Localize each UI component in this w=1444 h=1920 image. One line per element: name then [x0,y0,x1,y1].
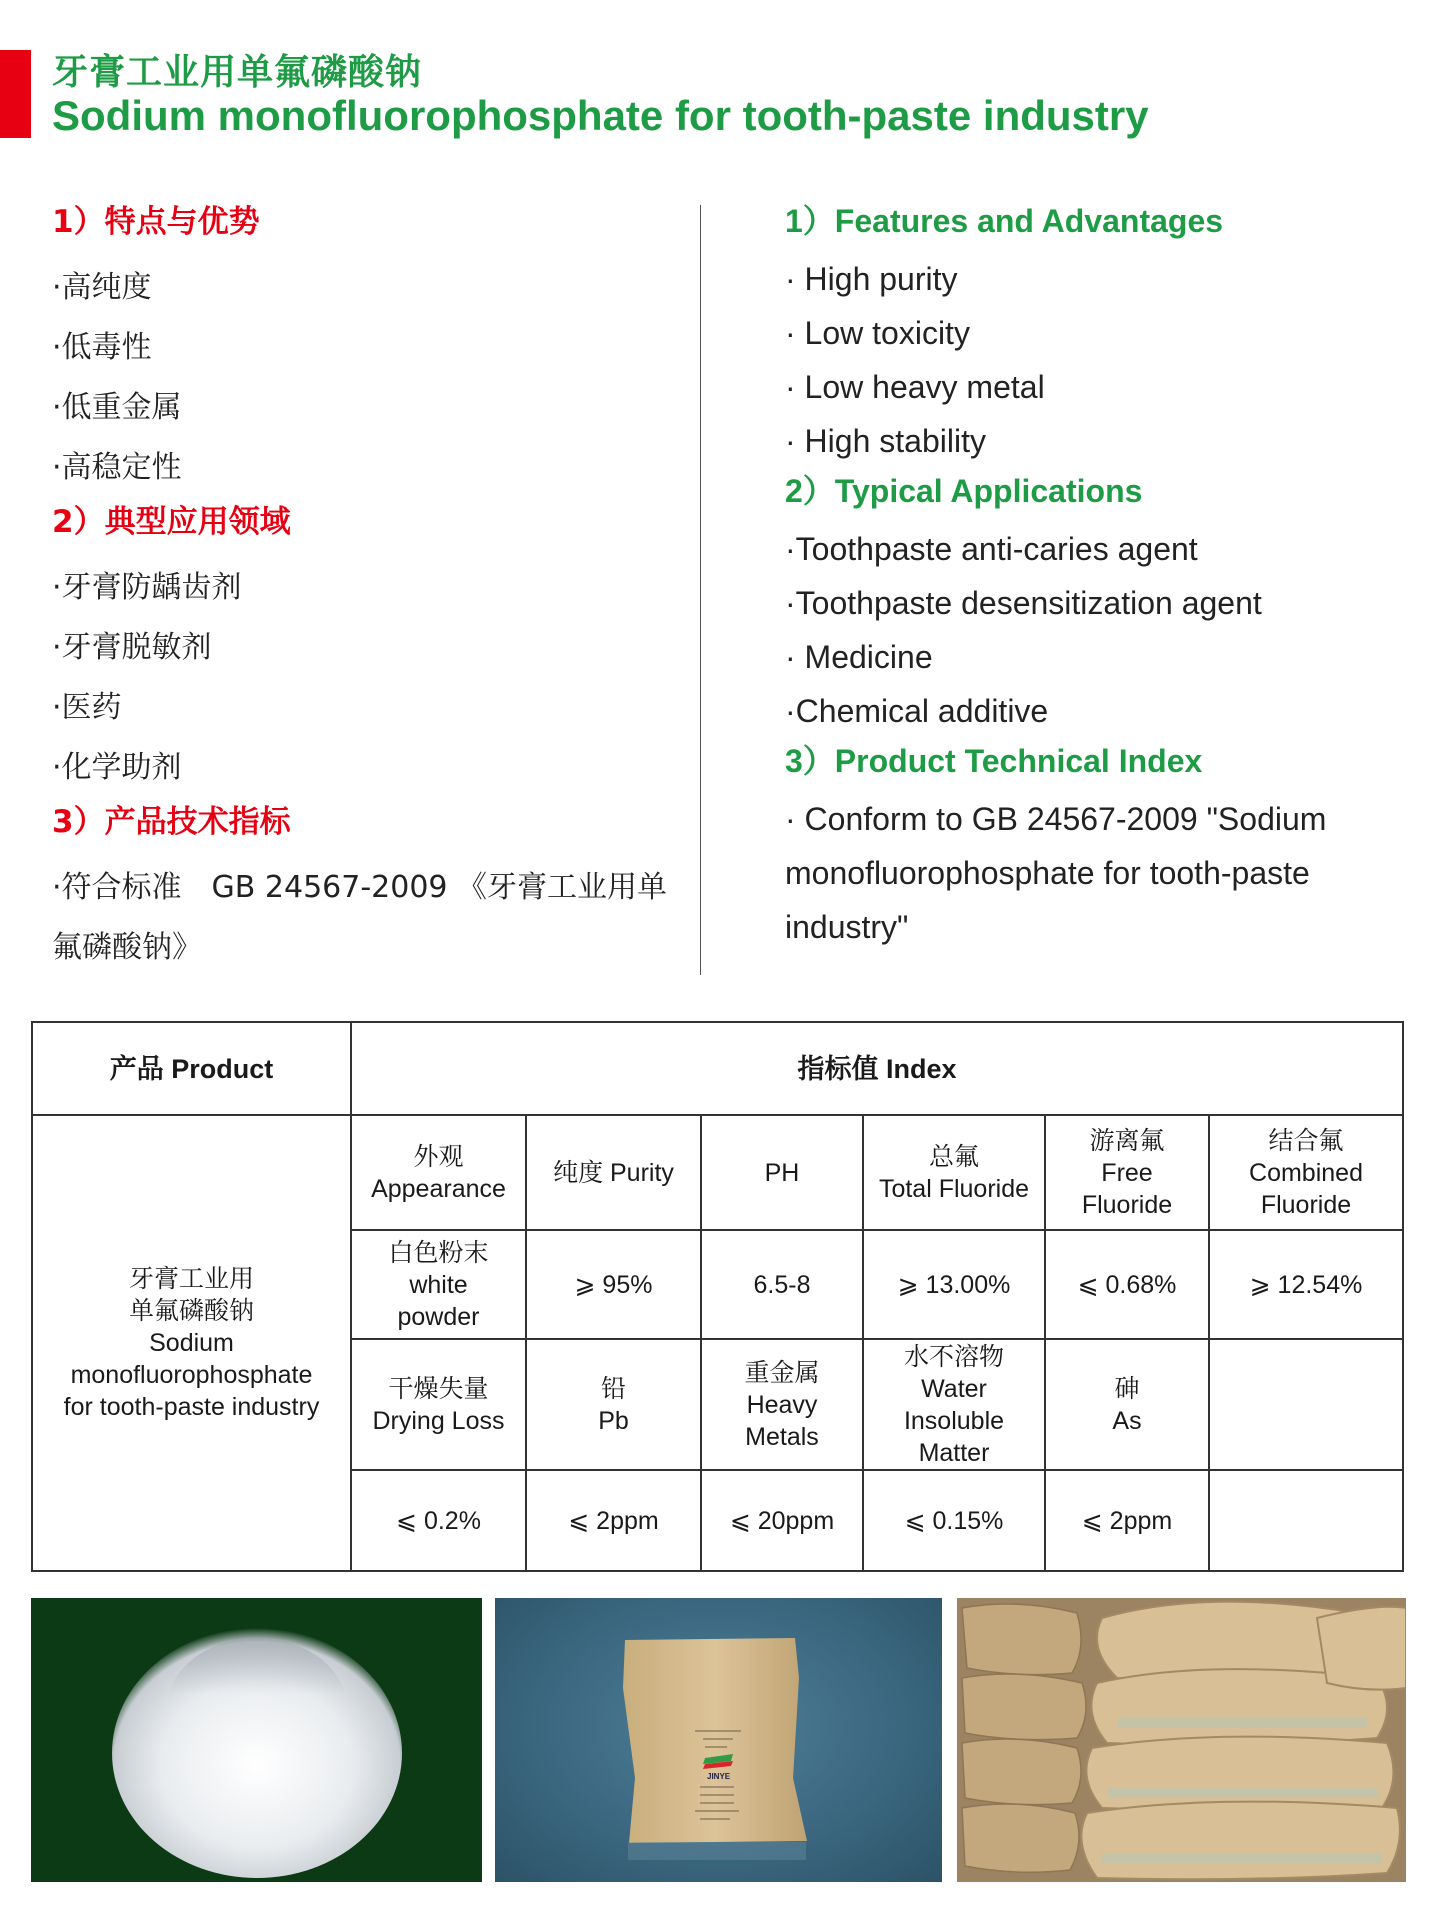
cell-line: Free [1101,1158,1153,1187]
cell-line: ⩽ 2ppm [568,1506,659,1535]
product-name-line: 单氟磷酸钠 [128,1297,254,1325]
cell-line: ⩾ 12.54% [1249,1270,1363,1299]
value-cell [351,1470,526,1571]
list-item: ·牙膏脱敏剂 [52,630,212,665]
cell-line: 纯度 Purity [553,1158,674,1187]
label-cell [863,1339,1045,1470]
value-cell [1209,1470,1403,1571]
list-item: ·低重金属 [52,390,182,425]
list-item: ·高纯度 [52,270,152,305]
product-name-line: Sodium [149,1329,234,1357]
cell-line: 6.5-8 [753,1270,811,1299]
list-item: · High stability [785,423,986,459]
list-item: · High purity [785,261,958,297]
list-item: ·低毒性 [52,330,152,365]
list-item: ·牙膏防龋齿剂 [52,570,242,605]
cell-line: 砷 [1114,1374,1140,1403]
value-cell [526,1470,701,1571]
label-cell [351,1115,526,1230]
cell-line: ⩽ 2ppm [1081,1506,1173,1535]
cell-line: 结合氟 [1268,1126,1344,1155]
powder-photo [31,1598,482,1882]
cell-line: 白色粉末 [388,1238,489,1267]
label-cell [863,1115,1045,1230]
cell-line: Metals [745,1422,819,1451]
cell-line: Water [921,1374,987,1403]
list-item: ·Toothpaste desensitization agent [785,585,1262,621]
english-column [785,198,1405,954]
cell-line: As [1112,1406,1142,1435]
cell-line: ⩽ 0.68% [1077,1270,1177,1299]
value-cell [526,1230,701,1339]
value-cell [1045,1230,1209,1339]
label-cell [701,1115,863,1230]
cell-line: Insoluble [903,1406,1005,1435]
cell-line: Fluoride [1081,1190,1173,1219]
value-cell [701,1230,863,1339]
section-heading-features-en: 1）Features and Advantages [785,203,1224,239]
cell-line: Total Fluoride [878,1174,1030,1203]
cell-line: 重金属 [744,1358,820,1387]
list-item: ·Toothpaste anti-caries agent [785,531,1198,567]
cell-line: ⩽ 20ppm [729,1506,835,1535]
section-heading-index-cn: 3）产品技术指标 [52,804,291,840]
accent-bar [0,50,31,138]
section-heading-applications-cn: 2）典型应用领域 [52,504,291,540]
list-item: · Medicine [785,639,933,675]
cell-line: ⩾ 13.00% [897,1270,1011,1299]
table-row [32,1115,1403,1230]
value-cell [863,1230,1045,1339]
value-cell [701,1470,863,1571]
bag-photo [495,1598,942,1882]
cell-line: Combined [1249,1158,1363,1187]
stacked-bags-photo [957,1598,1406,1882]
label-cell [701,1339,863,1470]
cell-line: Fluoride [1260,1190,1352,1219]
powder-pile-image [31,1598,482,1882]
section-heading-features-cn: 1）特点与优势 [52,204,260,240]
label-cell [1209,1339,1403,1470]
header-product: 产品 Product [32,1022,351,1115]
cell-line: powder [397,1302,480,1331]
stacked-bags-image [957,1598,1406,1882]
cell-line: Appearance [371,1174,506,1203]
page-title-en: Sodium monofluorophosphate for tooth-paste industry [52,92,1149,139]
cell-line: Heavy [746,1390,818,1419]
value-cell [1045,1470,1209,1571]
cell-line: 铅 [600,1374,626,1403]
value-cell [1209,1230,1403,1339]
list-item: ·化学助剂 [52,750,182,785]
cell-line: ⩽ 0.2% [396,1506,481,1535]
cell-line: 游离氟 [1089,1126,1165,1155]
label-cell [1045,1339,1209,1470]
list-item: ·高稳定性 [52,450,182,485]
cell-line: 干燥失量 [388,1374,489,1403]
label-cell [351,1339,526,1470]
cell-line: Pb [598,1406,629,1435]
page-title-cn: 牙膏工业用单氟磷酸钠 [52,52,423,93]
list-item: ·医药 [52,690,122,725]
cell-line: Matter [918,1438,990,1467]
product-name-line: for tooth-paste industry [63,1393,320,1421]
section-heading-index-en: 3）Product Technical Index [785,743,1203,779]
list-item: · Low heavy metal [785,369,1045,405]
value-cell [351,1230,526,1339]
label-cell [1045,1115,1209,1230]
section-heading-applications-en: 2）Typical Applications [785,473,1143,509]
label-cell [526,1339,701,1470]
cell-line: 水不溶物 [903,1342,1004,1371]
product-name-line: monofluorophosphate [70,1361,313,1389]
product-name-line: 牙膏工业用 [128,1265,254,1293]
list-item: · Low toxicity [785,315,970,351]
chinese-column [52,198,672,978]
header-index: 指标值 Index [351,1022,1403,1115]
list-item-standard: · Conform to GB 24567-2009 "Sodium monofluorophosphate for tooth-paste industry" [785,801,1327,945]
cell-line: ⩽ 0.15% [904,1506,1004,1535]
value-cell [863,1470,1045,1571]
product-name-cell [32,1115,351,1571]
list-item: ·Chemical additive [785,693,1049,729]
product-photos [31,1598,1406,1882]
column-divider [700,205,701,975]
cell-line: ⩾ 95% [574,1270,653,1299]
bag-brand-label: JINYE [707,1772,731,1781]
list-item-standard: ·符合标准 GB 24567-2009 《牙膏工业用单氟磷酸钠》 [52,870,668,965]
cell-line: white [409,1270,468,1299]
cell-line: Drying Loss [372,1406,505,1435]
cell-line: 总氟 [928,1142,979,1171]
cell-line: PH [764,1158,800,1187]
kraft-bag-image [495,1598,942,1882]
cell-line: 外观 [413,1142,464,1171]
label-cell [526,1115,701,1230]
spec-table [31,1021,1404,1572]
label-cell [1209,1115,1403,1230]
